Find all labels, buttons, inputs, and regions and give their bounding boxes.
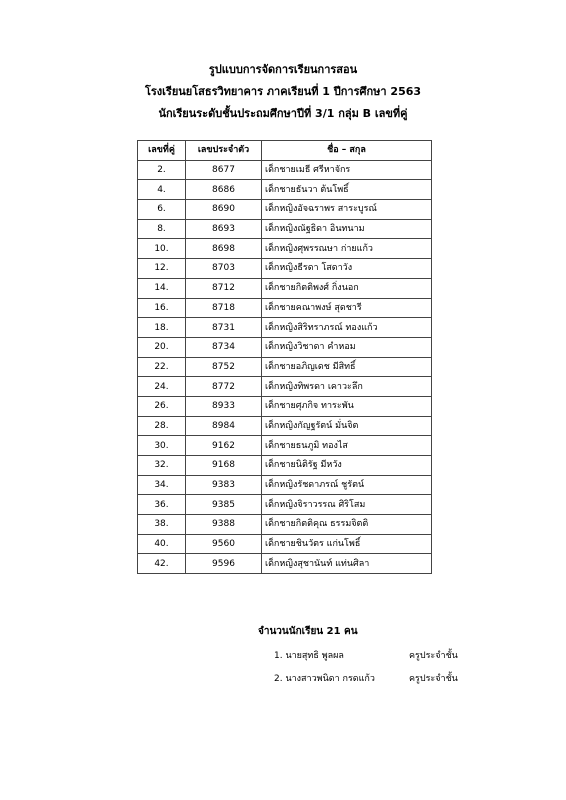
row-number: 32.	[138, 456, 186, 476]
table-row	[138, 554, 432, 574]
student-name: เด็กชายคณาพงษ์ สุดชารี	[262, 298, 432, 318]
teacher-name: 2. นางสาวพนิดา กรดแก้ว	[274, 674, 375, 684]
table-row	[138, 180, 432, 200]
row-number: 36.	[138, 495, 186, 515]
student-id: 9168	[186, 456, 262, 476]
table-row	[138, 278, 432, 298]
row-number: 12.	[138, 259, 186, 279]
teacher-role: ครูประจำชั้น	[409, 674, 458, 684]
table-row	[138, 318, 432, 338]
teacher-line	[274, 671, 474, 685]
student-id: 8698	[186, 239, 262, 259]
row-number: 20.	[138, 337, 186, 357]
column-header-number: เลขที่คู่	[138, 141, 186, 161]
student-id: 8693	[186, 219, 262, 239]
student-id: 8718	[186, 298, 262, 318]
row-number: 18.	[138, 318, 186, 338]
table-row	[138, 200, 432, 220]
student-name: เด็กชายชินวัตร แก่นโพธิ์	[262, 534, 432, 554]
document-title: รูปแบบการจัดการเรียนการสอน	[208, 63, 358, 76]
class-group-line: นักเรียนระดับชั้นประถมศึกษาปีที่ 3/1 กลุ่ม B เลขที่คู่	[158, 107, 408, 120]
student-name: เด็กชายธนภูมิ ทองไส	[262, 436, 432, 456]
table-row	[138, 219, 432, 239]
student-id: 8933	[186, 396, 262, 416]
table-row	[138, 475, 432, 495]
student-name: เด็กชายอภิญเดช มีสิทธิ์	[262, 357, 432, 377]
student-id: 8752	[186, 357, 262, 377]
student-id: 8984	[186, 416, 262, 436]
row-number: 40.	[138, 534, 186, 554]
student-id: 9388	[186, 515, 262, 535]
row-number: 28.	[138, 416, 186, 436]
student-id: 9596	[186, 554, 262, 574]
student-name: เด็กหญิงวิชาดา คำหอม	[262, 337, 432, 357]
row-number: 4.	[138, 180, 186, 200]
student-id: 9383	[186, 475, 262, 495]
row-number: 30.	[138, 436, 186, 456]
teacher-name: 1. นายสุทธิ พูลผล	[274, 651, 344, 661]
table-row	[138, 436, 432, 456]
student-name: เด็กชายศุภกิจ ทาระพัน	[262, 396, 432, 416]
student-name: เด็กหญิงสุชานันท์ แท่นศิลา	[262, 554, 432, 574]
row-number: 22.	[138, 357, 186, 377]
student-name: เด็กหญิงธีรดา โสดาวัง	[262, 259, 432, 279]
row-number: 8.	[138, 219, 186, 239]
teacher-role: ครูประจำชั้น	[409, 651, 458, 661]
student-name: เด็กหญิงรัชดาภรณ์ ชูรัตน์	[262, 475, 432, 495]
table-row	[138, 298, 432, 318]
student-name: เด็กชายธันวา ต้นโพธิ์	[262, 180, 432, 200]
student-id: 8731	[186, 318, 262, 338]
row-number: 34.	[138, 475, 186, 495]
table-row	[138, 495, 432, 515]
student-id: 9385	[186, 495, 262, 515]
student-name: เด็กหญิงกัญฐรัตน์ มั่นจิต	[262, 416, 432, 436]
table-row	[138, 416, 432, 436]
student-id: 8703	[186, 259, 262, 279]
student-name: เด็กหญิงทิพรดา เคาวะลึก	[262, 377, 432, 397]
table-row	[138, 357, 432, 377]
table-row	[138, 259, 432, 279]
student-id: 8734	[186, 337, 262, 357]
row-number: 2.	[138, 160, 186, 180]
teacher-line	[274, 648, 474, 662]
student-roster-table	[137, 140, 432, 574]
student-name: เด็กชายนิติรัฐ มีหวัง	[262, 456, 432, 476]
row-number: 14.	[138, 278, 186, 298]
student-name: เด็กหญิงสิริทราภรณ์ ทองแก้ว	[262, 318, 432, 338]
table-header-row	[138, 141, 432, 161]
table-row	[138, 456, 432, 476]
row-number: 24.	[138, 377, 186, 397]
student-name: เด็กชายเมธี ศรีหาจักร	[262, 160, 432, 180]
row-number: 10.	[138, 239, 186, 259]
roster-body	[138, 160, 432, 573]
table-row	[138, 337, 432, 357]
table-row	[138, 160, 432, 180]
student-id: 8712	[186, 278, 262, 298]
student-id: 8686	[186, 180, 262, 200]
row-number: 42.	[138, 554, 186, 574]
student-name: เด็กชายกิตติคุณ ธรรมจิตติ	[262, 515, 432, 535]
table-row	[138, 515, 432, 535]
row-number: 26.	[138, 396, 186, 416]
column-header-name: ชื่อ – สกุล	[262, 141, 432, 161]
student-name: เด็กหญิงจิราวรรณ ศิริโสม	[262, 495, 432, 515]
student-name: เด็กหญิงอัจฉราพร สาระบูรณ์	[262, 200, 432, 220]
row-number: 38.	[138, 515, 186, 535]
student-id: 9560	[186, 534, 262, 554]
row-number: 16.	[138, 298, 186, 318]
column-header-student-id: เลขประจำตัว	[186, 141, 262, 161]
student-name: เด็กชายกิตติพงศ์ กิ่งนอก	[262, 278, 432, 298]
student-id: 8690	[186, 200, 262, 220]
table-row	[138, 534, 432, 554]
table-row	[138, 239, 432, 259]
row-number: 6.	[138, 200, 186, 220]
table-row	[138, 377, 432, 397]
student-id: 9162	[186, 436, 262, 456]
student-id: 8677	[186, 160, 262, 180]
student-id: 8772	[186, 377, 262, 397]
table-row	[138, 396, 432, 416]
student-name: เด็กหญิงศุพรรณษา ก่ายแก้ว	[262, 239, 432, 259]
school-semester-line: โรงเรียนยโสธรวิทยาคาร ภาคเรียนที่ 1 ปีการศึกษา 2563	[144, 85, 422, 98]
student-name: เด็กหญิงณัฐธิดา อินทนาม	[262, 219, 432, 239]
student-count: จำนวนนักเรียน 21 คน	[258, 626, 358, 637]
